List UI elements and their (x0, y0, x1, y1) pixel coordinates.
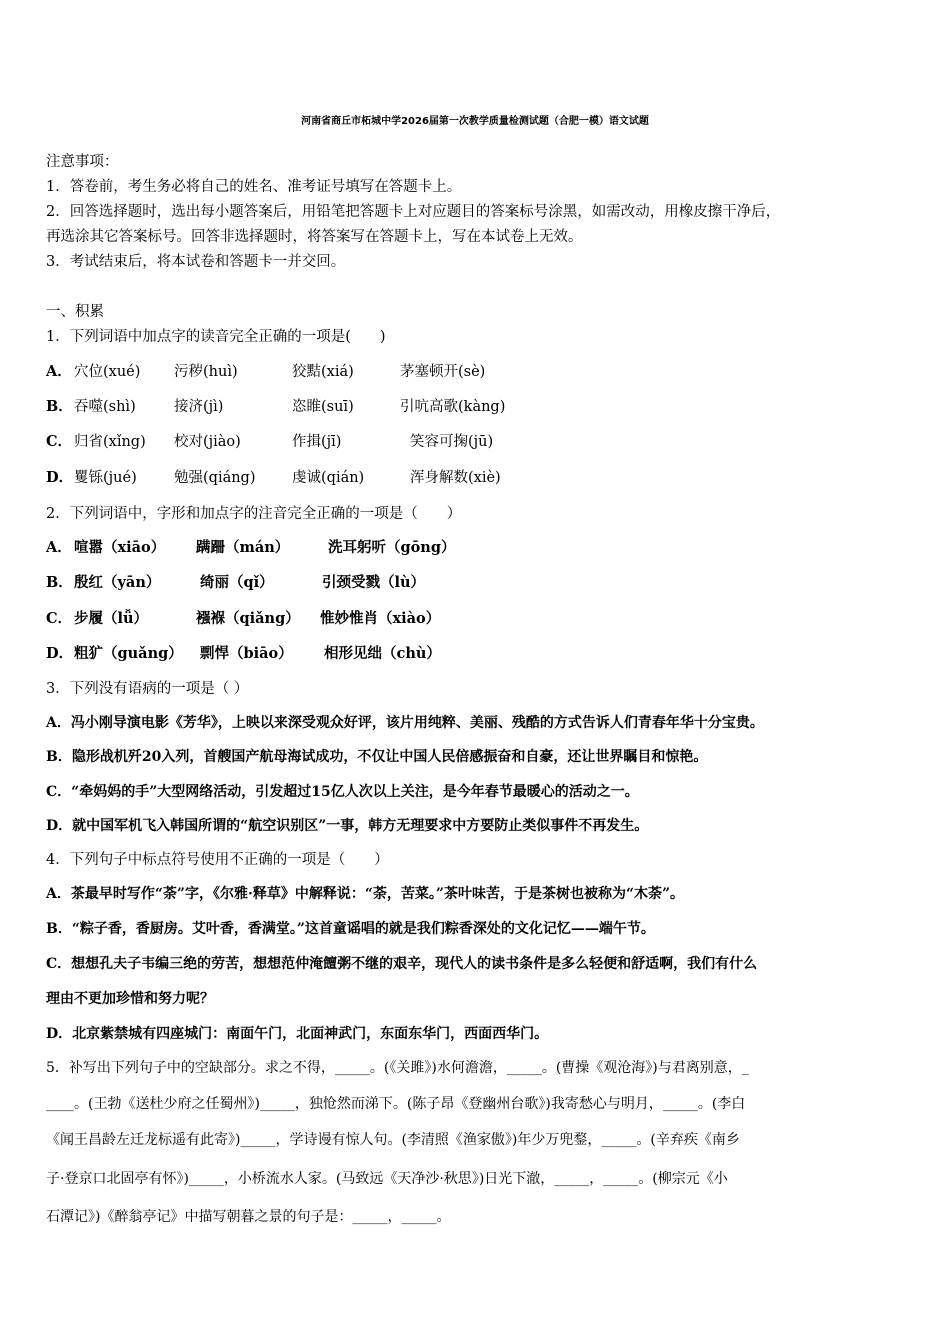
question-3-option-b: B．隐形战机歼20入列，首艘国产航母海试成功，不仅让中国人民倍感振奋和自豪，还让世界瞩目和惊艳。 (46, 749, 708, 765)
option-item: 恣睢(suī) (292, 399, 354, 415)
notice-item: 1．答卷前，考生务必将自己的姓名、准考证号填写在答题卡上。 (46, 179, 462, 195)
question-5-line: 子·登京口北固亭有怀》)_____，小桥流水人家。(马致远《天净沙·秋思》)日光下澈，_____，_____。(柳宗元《小 (46, 1171, 728, 1187)
option-item: 惟妙惟肖（xiào） (320, 610, 441, 627)
option-item: 殷红（yān） (74, 574, 161, 591)
option-item: 相形见绌（chù） (324, 645, 441, 662)
option-label: A． (46, 539, 72, 556)
option-item: 蹒跚（mán） (196, 539, 290, 556)
question-3-stem: 3．下列没有语病的一项是（ ） (46, 681, 249, 697)
question-4-stem: 4．下列句子中标点符号使用不正确的一项是（ ） (46, 852, 389, 868)
option-item: 笑容可掬(jū) (410, 434, 494, 450)
option-label: C． (46, 610, 73, 627)
question-3-option-a: A．冯小刚导演电影《芳华》，上映以来深受观众好评，该片用纯粹、美丽、残酷的方式告诉人们青春年华十分宝贵。 (46, 715, 764, 731)
notice-item: 3．考试结束后，将本试卷和答题卡一并交回。 (46, 254, 346, 270)
option-item: 勉强(qiáng) (174, 470, 256, 486)
option-item: 引吭高歌(kàng) (400, 399, 506, 415)
question-4-option-b: B．“粽子香，香厨房。艾叶香，香满堂。”这首童谣唱的就是我们粽香深处的文化记忆——端午节。 (46, 921, 655, 937)
notice-item: 再选涂其它答案标号。回答非选择题时，将答案写在答题卡上，写在本试卷上无效。 (46, 229, 583, 245)
option-item: 剽悍（biāo） (200, 645, 293, 662)
option-item: 喧嚣（xiāo） (74, 539, 166, 556)
question-5-line: 5．补写出下列句子中的空缺部分。求之不得，_____。(《关雎》)水何澹澹，_____。(曹操《观沧海》)与君离别意，_ (46, 1060, 749, 1076)
question-4-option-a: A．茶最早时写作“荼”字，《尔雅·释草》中解释说：“荼，苦菜。”茶叶味苦，于是茶树也被称为“木荼”。 (46, 886, 685, 902)
question-2-stem: 2．下列词语中，字形和加点字的注音完全正确的一项是（ ） (46, 506, 462, 522)
option-label: A． (46, 363, 72, 380)
option-item: 粗犷（guǎng） (74, 645, 183, 662)
option-item: 茅塞顿开(sè) (400, 364, 486, 380)
option-item: 归省(xǐng) (74, 434, 146, 450)
option-item: 接济(jì) (174, 399, 224, 415)
section-heading: 一、积累 (46, 304, 104, 320)
option-label: C． (46, 433, 73, 450)
option-item: 吞噬(shì) (74, 399, 136, 415)
option-item: 穴位(xué) (74, 364, 141, 380)
option-item: 绮丽（qǐ） (200, 574, 274, 591)
option-item: 校对(jiào) (174, 434, 241, 450)
question-5-line: ____。(王勃《送杜少府之任蜀州》)_____，独怆然而涕下。(陈子昂《登幽州台歌》)我寄愁心与明月，_____。(李白 (46, 1096, 746, 1112)
option-item: 步履（lǚ） (74, 610, 149, 627)
option-item: 狡黠(xiá) (292, 364, 354, 380)
option-label: D． (46, 645, 74, 662)
question-5-line: 《闻王昌龄左迁龙标遥有此寄》)_____，学诗谩有惊人句。(李清照《渔家傲》)年少万兜鍪，_____。(辛弃疾《南乡 (46, 1132, 740, 1148)
question-1-stem: 1．下列词语中加点字的读音完全正确的一项是( ) (46, 329, 386, 345)
option-label: D． (46, 469, 74, 486)
question-5-line: 石潭记》)《醉翁亭记》中描写朝暮之景的句子是：_____，_____。 (46, 1209, 451, 1225)
option-label: B． (46, 398, 73, 415)
option-item: 引颈受戮（lù） (322, 574, 426, 591)
option-label: B． (46, 574, 73, 591)
question-3-option-c: C．“牵妈妈的手”大型网络活动，引发超过15亿人次以上关注，是今年春节最暖心的活动之一。 (46, 784, 639, 800)
option-item: 作揖(jī) (292, 434, 342, 450)
notice-item: 2．回答选择题时，选出每小题答案后，用铅笔把答题卡上对应题目的答案标号涂黑，如需改动，用橡皮擦干净后， (46, 204, 781, 220)
question-4-option-c-cont: 理由不更加珍惜和努力呢？ (46, 991, 214, 1007)
question-4-option-d: D．北京紫禁城有四座城门：南面午门，北面神武门，东面东华门，西面西华门。 (46, 1026, 549, 1042)
option-item: 洗耳躬听（gōng） (328, 539, 456, 556)
question-4-option-c: C．想想孔夫子韦编三绝的劳苦，想想范仲淹饘粥不继的艰辛，现代人的读书条件是多么轻便和舒适啊，我们有什么 (46, 956, 758, 972)
option-item: 矍铄(jué) (74, 470, 137, 486)
option-item: 污秽(huì) (174, 364, 238, 380)
notice-heading: 注意事项： (46, 154, 119, 170)
option-item: 襁褓（qiǎng） (196, 610, 300, 627)
option-item: 浑身解数(xiè) (410, 470, 501, 486)
page-title: 河南省商丘市柘城中学2026届第一次教学质量检测试题（合肥一模）语文试题 (301, 116, 649, 127)
option-item: 虔诚(qián) (292, 470, 365, 486)
question-3-option-d: D．就中国军机飞入韩国所谓的“航空识别区”一事，韩方无理要求中方要防止类似事件不再发生。 (46, 818, 649, 834)
